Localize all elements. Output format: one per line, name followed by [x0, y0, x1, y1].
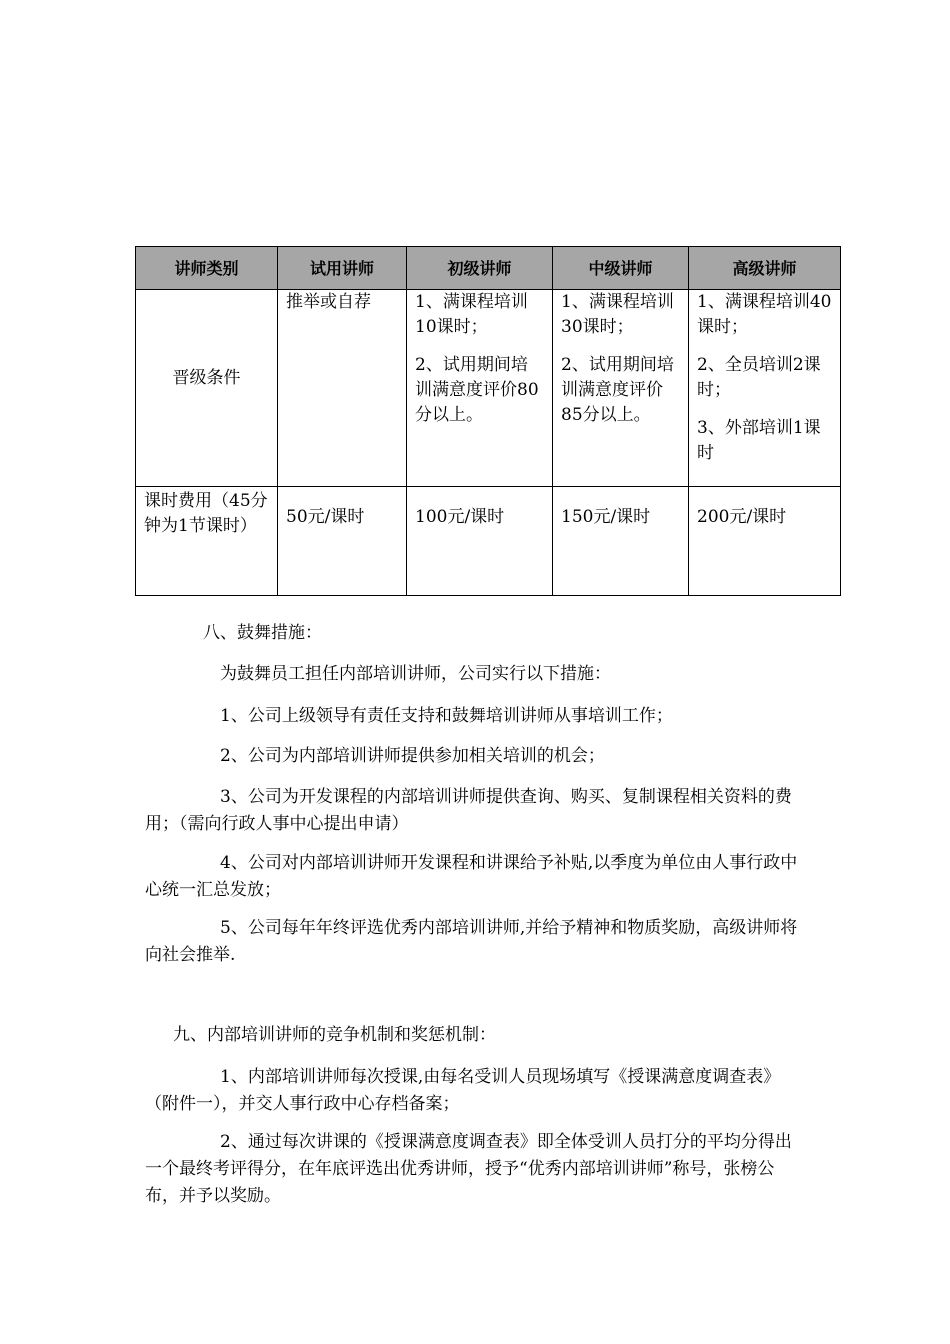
fee-junior: 100元/课时 — [407, 487, 553, 596]
fee-senior: 200元/课时 — [689, 487, 841, 596]
table-row-promotion — [136, 290, 841, 487]
header-middle-lecturer: 中级讲师 — [553, 247, 689, 290]
section8-item: 4、公司对内部培训讲师开发课程和讲课给予补贴,以季度为单位由人事行政中心统一汇总发放； — [145, 853, 798, 900]
section8-title: 八、鼓舞措施： — [203, 623, 322, 643]
section8-item: 3、公司为开发课程的内部培训讲师提供查询、购买、复制课程相关资料的费用；（需向行政人事中心提出申请） — [145, 787, 792, 834]
promotion-middle-item: 2、试用期间培训满意度评价85分以上。 — [561, 355, 674, 425]
section8-item: 5、公司每年年终评选优秀内部培训讲师,并给予精神和物质奖励，高级讲师将向社会推举. — [145, 918, 798, 965]
promotion-middle-item: 1、满课程培训30课时； — [561, 292, 674, 337]
lecturer-grade-table — [135, 246, 841, 596]
promotion-junior-item: 1、满课程培训10课时； — [415, 292, 528, 337]
section8-item: 1、公司上级领导有责任支持和鼓舞培训讲师从事培训工作； — [220, 706, 673, 726]
header-lecturer-type: 讲师类别 — [136, 247, 278, 290]
promotion-senior-item: 1、满课程培训40课时； — [697, 292, 832, 337]
table-header-row — [136, 247, 841, 290]
fee-middle: 150元/课时 — [553, 487, 689, 596]
promotion-junior-cell — [407, 290, 553, 487]
table-row-fee — [136, 487, 841, 596]
fee-label: 课时费用（45分钟为1节课时） — [144, 491, 268, 536]
header-trial-lecturer: 试用讲师 — [278, 247, 407, 290]
section8-item: 2、公司为内部培训讲师提供参加相关培训的机会； — [220, 746, 605, 766]
section9-item: 1、内部培训讲师每次授课,由每名受训人员现场填写《授课满意度调查表》（附件一），并交人事行政中心存档备案； — [145, 1067, 781, 1114]
header-junior-lecturer: 初级讲师 — [407, 247, 553, 290]
promotion-senior-item: 3、外部培训1课时 — [697, 418, 821, 463]
section9-title: 九、内部培训讲师的竞争机制和奖惩机制： — [173, 1025, 496, 1045]
promotion-trial-text: 推举或自荐 — [286, 292, 371, 312]
promotion-senior-item: 2、全员培训2课时； — [697, 355, 821, 400]
fee-trial: 50元/课时 — [278, 487, 407, 596]
promotion-label: 晋级条件 — [172, 368, 241, 388]
fee-label-cell — [136, 487, 278, 596]
section8-intro: 为鼓舞员工担任内部培训讲师，公司实行以下措施： — [220, 664, 611, 684]
promotion-label-cell — [136, 290, 278, 487]
promotion-trial-cell — [278, 290, 407, 487]
header-senior-lecturer: 高级讲师 — [689, 247, 841, 290]
section9-item: 2、通过每次讲课的《授课满意度调查表》即全体受训人员打分的平均分得出一个最终考评得分，在年底评选出优秀讲师，授予“优秀内部培训讲师”称号，张榜公布，并予以奖励。 — [145, 1132, 792, 1206]
promotion-senior-cell — [689, 290, 841, 487]
promotion-junior-item: 2、试用期间培训满意度评价80分以上。 — [415, 355, 539, 425]
promotion-middle-cell — [553, 290, 689, 487]
